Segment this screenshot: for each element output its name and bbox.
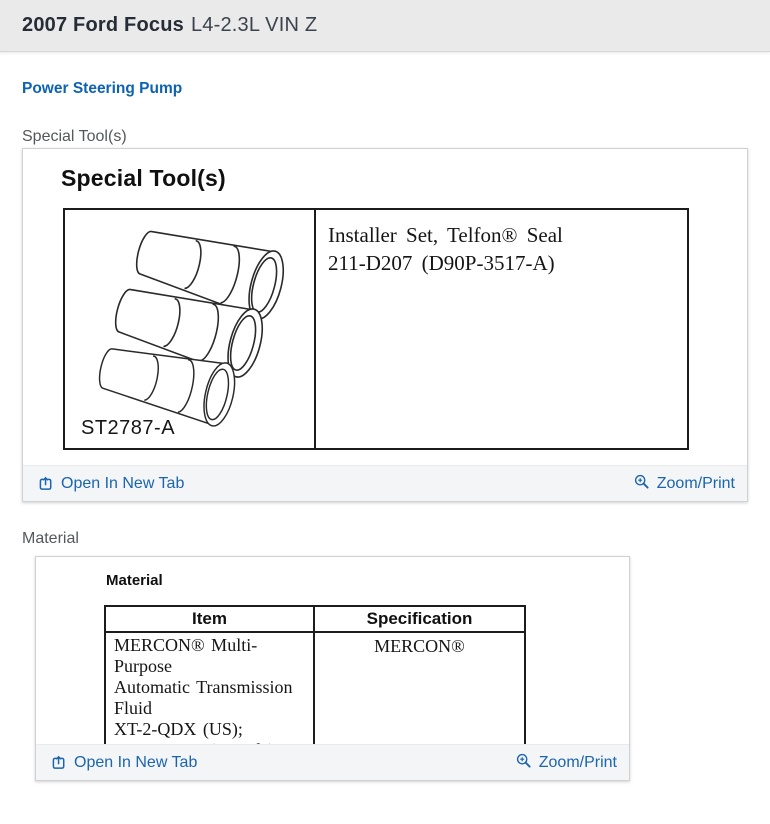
open-in-new-tab-icon bbox=[39, 476, 54, 491]
material-section-label: Material bbox=[22, 530, 79, 547]
open-in-new-tab-icon bbox=[52, 755, 67, 770]
zoom-print-link[interactable] bbox=[634, 475, 735, 493]
item-line: Automatic Transmission bbox=[114, 677, 293, 697]
item-line: MERCON® Multi-Purpose bbox=[114, 635, 258, 676]
zoom-plus-icon bbox=[516, 753, 532, 769]
open-in-new-tab-label: Open In New Tab bbox=[61, 474, 185, 492]
tool-image-cell bbox=[65, 210, 316, 448]
zoom-print-link[interactable] bbox=[516, 754, 617, 772]
special-tools-card bbox=[22, 148, 748, 502]
special-tools-figure-title: Special Tool(s) bbox=[61, 165, 226, 191]
special-tools-table bbox=[63, 208, 689, 450]
vehicle-header-bar bbox=[0, 0, 770, 52]
zoom-print-label: Zoom/Print bbox=[538, 753, 617, 771]
item-line: Fluid bbox=[114, 698, 153, 718]
vehicle-title: 2007 Ford Focus bbox=[22, 14, 184, 36]
tool-id-label: ST2787-A bbox=[81, 417, 176, 439]
column-header-specification: Specification bbox=[314, 606, 525, 632]
power-steering-pump-link[interactable]: Power Steering Pump bbox=[22, 80, 183, 97]
open-in-new-tab-link[interactable] bbox=[39, 475, 184, 493]
vehicle-engine: L4-2.3L VIN Z bbox=[190, 14, 318, 36]
zoom-print-label: Zoom/Print bbox=[656, 474, 735, 492]
open-in-new-tab-link[interactable] bbox=[52, 754, 197, 772]
material-figure-title: Material bbox=[106, 572, 163, 589]
figure-footer bbox=[23, 465, 747, 501]
specification-cell: MERCON® bbox=[314, 632, 525, 767]
tool-description-line: 211-D207 (D90P-3517-A) bbox=[328, 251, 555, 275]
column-header-item: Item bbox=[105, 606, 314, 632]
tool-description-cell bbox=[316, 210, 687, 448]
figure-footer bbox=[36, 744, 629, 780]
material-card bbox=[35, 556, 630, 781]
tool-description-line: Installer Set, Telfon® Seal bbox=[328, 223, 563, 247]
open-in-new-tab-label: Open In New Tab bbox=[74, 753, 198, 771]
tool-illustration bbox=[65, 210, 314, 448]
zoom-plus-icon bbox=[634, 474, 650, 490]
item-line: XT-2-QDX (US); bbox=[114, 719, 243, 739]
special-tools-section-label: Special Tool(s) bbox=[22, 128, 127, 145]
